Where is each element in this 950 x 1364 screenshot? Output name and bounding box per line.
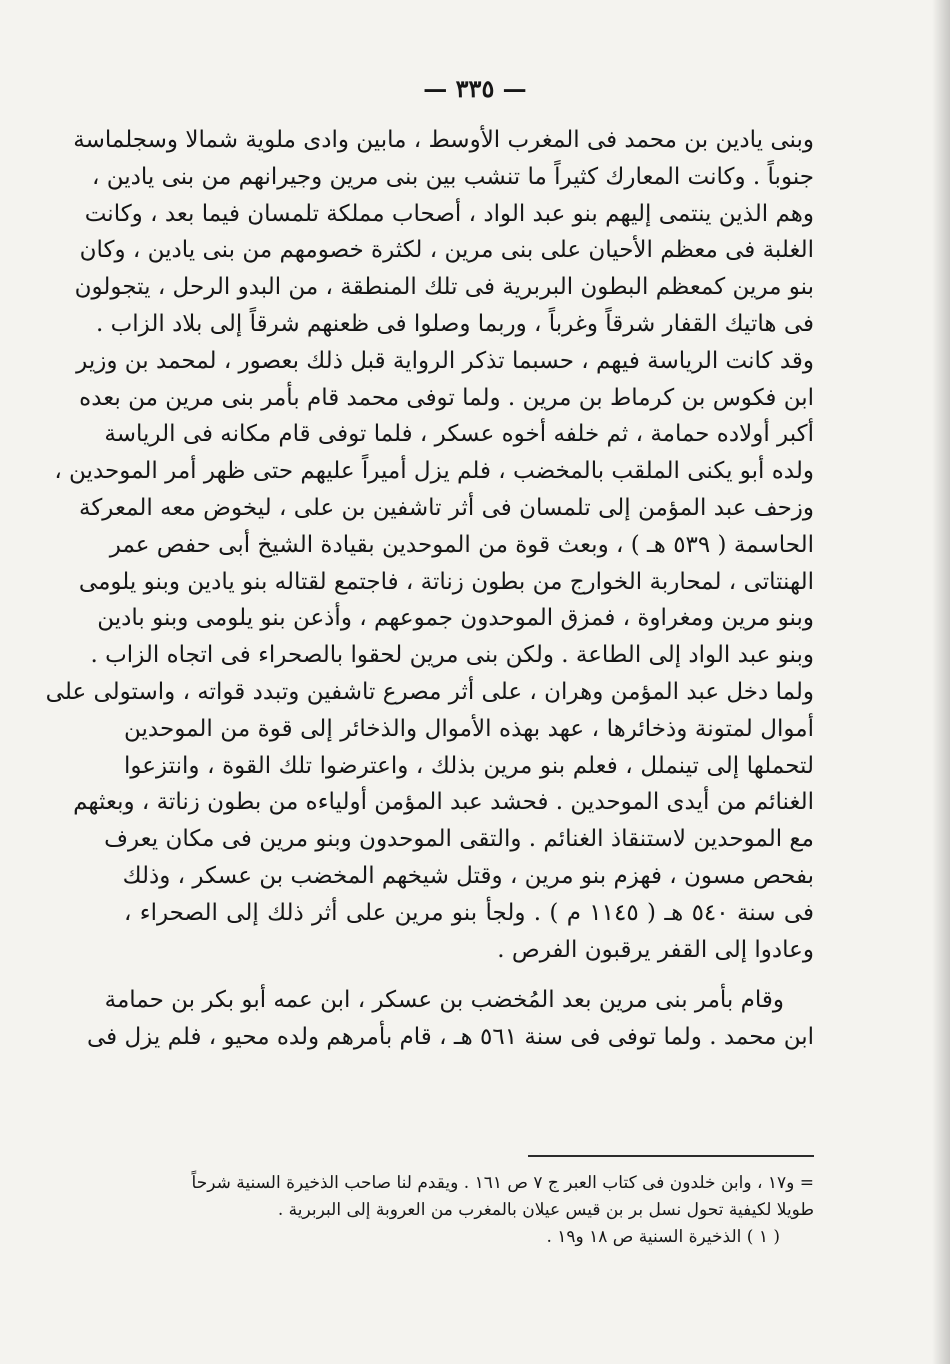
text-line: ولما دخل عبد المؤمن وهران ، على أثر مصرع تاشفين وتبدد قواته ، واستولى على [45, 678, 814, 705]
footnotes [124, 1170, 814, 1251]
page-edge-shadow [932, 0, 950, 1364]
text-line: فى هاتيك القفار شرقاً وغرباً ، وربما وصلوا فى ظعنهم شرقاً إلى بلاد الزاب . [96, 310, 814, 337]
text-line: ابن محمد . ولما توفى فى سنة ٥٦١ هـ ، قام بأمرهم ولده محيو ، فلم يزل فى [86, 1024, 814, 1051]
page-number: — ٣٣٥ — [423, 74, 527, 103]
text-line: بنو مرين كمعظم البطون البربرية فى تلك المنطقة ، من البدو الرحل ، يتجولون [74, 274, 814, 301]
text-line: وهم الذين ينتمى إليهم بنو عبد الواد ، أصحاب مملكة تلمسان فيما بعد ، وكانت [84, 200, 814, 227]
footnote-divider [528, 1155, 814, 1157]
text-line: وعادوا إلى القفر يرقبون الفرص . [497, 936, 814, 963]
text-line: جنوباً . وكانت المعارك كثيراً ما تنشب بين بنى مرين وجيرانهم من بنى يادين ، [92, 163, 814, 190]
text-line: الهنتاتى ، لمحاربة الخوارج من بطون زناتة ، فاجتمع لقتاله بنو يادين وبنو يلومى [78, 568, 814, 595]
footnote-continuation-line: طويلا لكيفية تحول نسل بر بن قيس عيلان بالمغرب من العروبة إلى البربرية . [277, 1200, 814, 1220]
text-line: فى سنة ٥٤٠ هـ ( ١١٤٥ م ) . ولجأ بنو مرين على أثر ذلك إلى الصحراء ، [124, 899, 814, 926]
text-line: لتحملها إلى تينملل ، فعلم بنو مرين بذلك ، واعترضوا تلك القوة ، وانتزعوا [124, 752, 814, 779]
text-line: الغنائم من أيدى الموحدين . فحشد عبد المؤمن أولياءه من بطون زناتة ، وبعثهم [73, 789, 814, 816]
text-line: وبنو عبد الواد إلى الطاعة . ولكن بنى مرين لحقوا بالصحراء فى اتجاه الزاب . [90, 642, 814, 669]
text-line: أكبر أولاده حمامة ، ثم خلفه أخوه عسكر ، فلما توفى قام مكانه فى الرياسة [104, 421, 814, 448]
text-line: أموال لمتونة وذخائرها ، عهد بهذه الأموال والذخائر إلى قوة من الموحدين [124, 715, 814, 742]
text-line: وبنى يادين بن محمد فى المغرب الأوسط ، مابين وادى ملوية شمالا وسجلماسة [73, 127, 814, 153]
text-line: ولده أبو يكنى الملقب بالمخضب ، فلم يزل أميراً عليهم حتى ظهر أمر الموحدين ، [54, 458, 814, 485]
text-line: وقد كانت الرياسة فيهم ، حسبما تذكر الرواية قبل ذلك بعصور ، لمحمد بن وزير [76, 347, 814, 374]
text-line: وبنو مرين ومغراوة ، فمزق الموحدون جموعهم ، وأذعن بنو يلومى وبنو بادين [97, 605, 814, 632]
body-text [45, 122, 814, 1056]
text-line: وقام بأمر بنى مرين بعد المُخضب بن عسكر ، ابن عمه أبو بكر بن حمامة [104, 987, 784, 1014]
paragraph-gap [124, 968, 814, 982]
footnote-1: ( ١ ) الذخيرة السنية ص ١٨ و١٩ . [546, 1227, 780, 1247]
text-line: بفحص مسون ، فهزم بنو مرين ، وقتل شيخهم المخضب بن عسكر ، وذلك [122, 862, 814, 889]
text-line: وزحف عبد المؤمن إلى تلمسان فى أثر تاشفين بن على ، ليخوض معه المعركة [79, 494, 814, 521]
text-line: ابن فكوس بن كرماط بن مرين . ولما توفى محمد قام بأمر بنى مرين من بعده [79, 384, 814, 411]
footnote-continuation-line: = و١٧ ، وابن خلدون فى كتاب العبر ج ٧ ص ١٦١ . ويقدم لنا صاحب الذخيرة السنية شرحاً [191, 1173, 814, 1193]
text-line: مع الموحدين لاستنقاذ الغنائم . والتقى الموحدون وبنو مرين فى مكان يعرف [104, 826, 814, 853]
text-line: الحاسمة ( ٥٣٩ هـ ) ، وبعث قوة من الموحدين بقيادة الشيخ أبى حفص عمر [109, 531, 814, 558]
text-line: الغلبة فى معظم الأحيان على بنى مرين ، لكثرة خصومهم من بنى يادين ، وكان [79, 237, 814, 264]
